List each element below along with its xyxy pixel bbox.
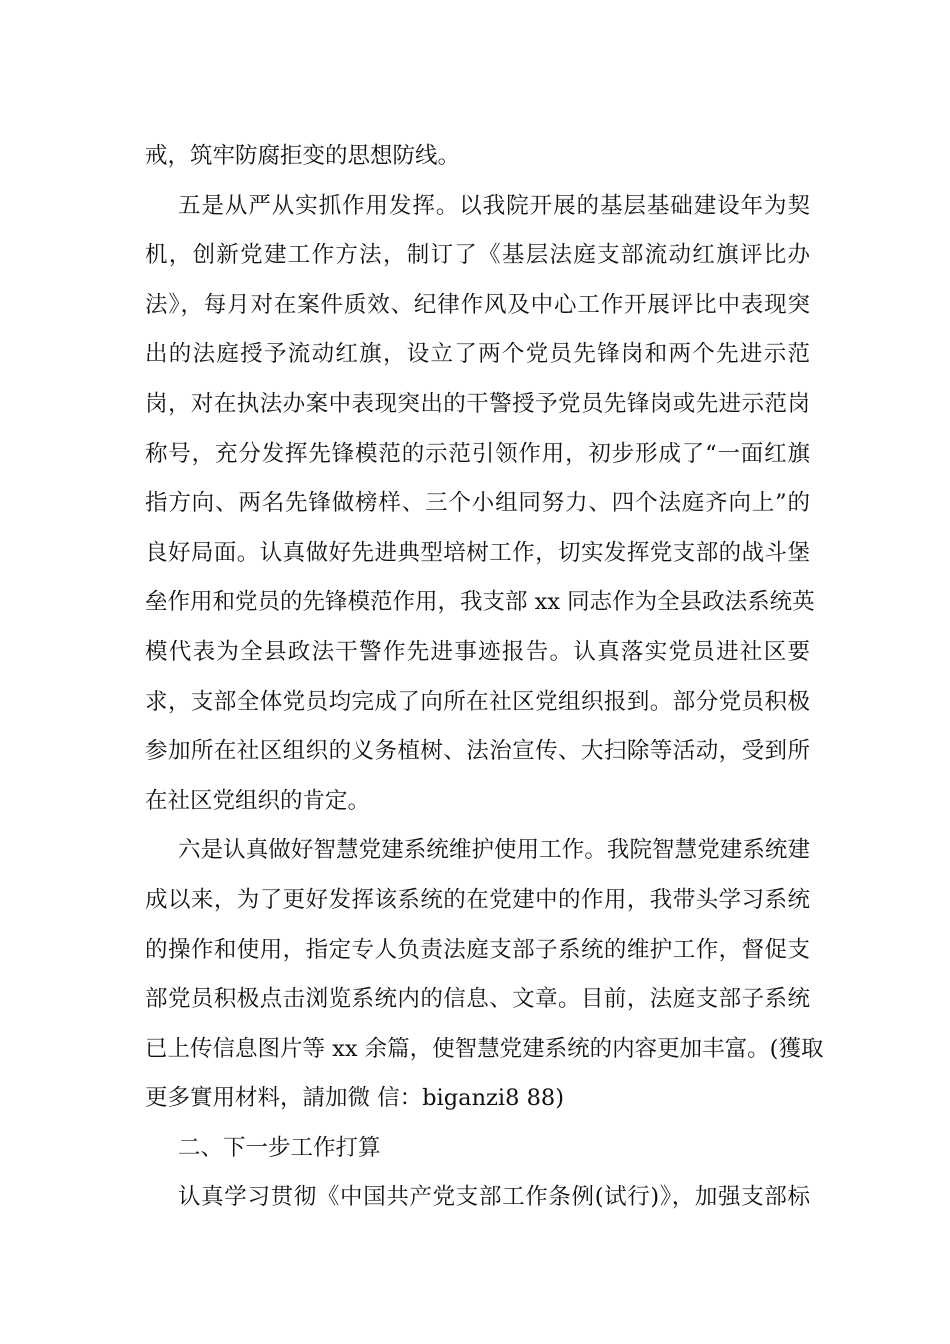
text-line: 称号，充分发挥先锋模范的示范引领作用，初步形成了“一面红旗: [145, 440, 810, 467]
section-heading: 二、下一步工作打算: [178, 1134, 381, 1161]
text-line: 法》，每月对在案件质效、纪律作风及中心工作开展评比中表现突: [145, 291, 810, 318]
text-line: 五是从严从实抓作用发挥。以我院开展的基层基础建设年为契: [178, 192, 810, 219]
text-line: 认真学习贯彻《中国共产党支部工作条例(试行)》，加强支部标: [178, 1184, 810, 1211]
text-line: 更多實用材料，請加微 信：biganzi8 88): [145, 1085, 564, 1112]
text-line: 出的法庭授予流动红旗，设立了两个党员先锋岗和两个先进示范: [145, 341, 810, 368]
text-line: 已上传信息图片等 xx 余篇，使智慧党建系统的内容更加丰富。(獲取: [145, 1035, 824, 1062]
text-line: 垒作用和党员的先锋模范作用，我支部 xx 同志作为全县政法系统英: [145, 589, 815, 616]
text-line: 良好局面。认真做好先进典型培树工作，切实发挥党支部的战斗堡: [145, 539, 810, 566]
document-body: [145, 132, 824, 1223]
text-line: 指方向、两名先锋做榜样、三个小组同努力、四个法庭齐向上”的: [145, 490, 810, 517]
text-line: 戒，筑牢防腐拒变的思想防线。: [145, 143, 461, 169]
text-line: 六是认真做好智慧党建系统维护使用工作。我院智慧党建系统建: [178, 837, 810, 864]
text-line: 岗，对在执法办案中表现突出的干警授予党员先锋岗或先进示范岗: [145, 390, 810, 417]
text-line: 的操作和使用，指定专人负责法庭支部子系统的维护工作，督促支: [145, 936, 810, 963]
text-line: 部党员积极点击浏览系统内的信息、文章。目前，法庭支部子系统: [145, 986, 810, 1013]
text-line: 成以来，为了更好发挥该系统的在党建中的作用，我带头学习系统: [145, 886, 810, 913]
text-line: 机，创新党建工作方法，制订了《基层法庭支部流动红旗评比办: [145, 242, 810, 269]
text-line: 在社区党组织的肯定。: [145, 787, 371, 814]
text-line: 参加所在社区组织的义务植树、法治宣传、大扫除等活动，受到所: [145, 738, 810, 765]
text-line: 模代表为全县政法干警作先进事迹报告。认真落实党员进社区要: [145, 638, 810, 665]
text-line: 求，支部全体党员均完成了向所在社区党组织报到。部分党员积极: [145, 688, 810, 715]
